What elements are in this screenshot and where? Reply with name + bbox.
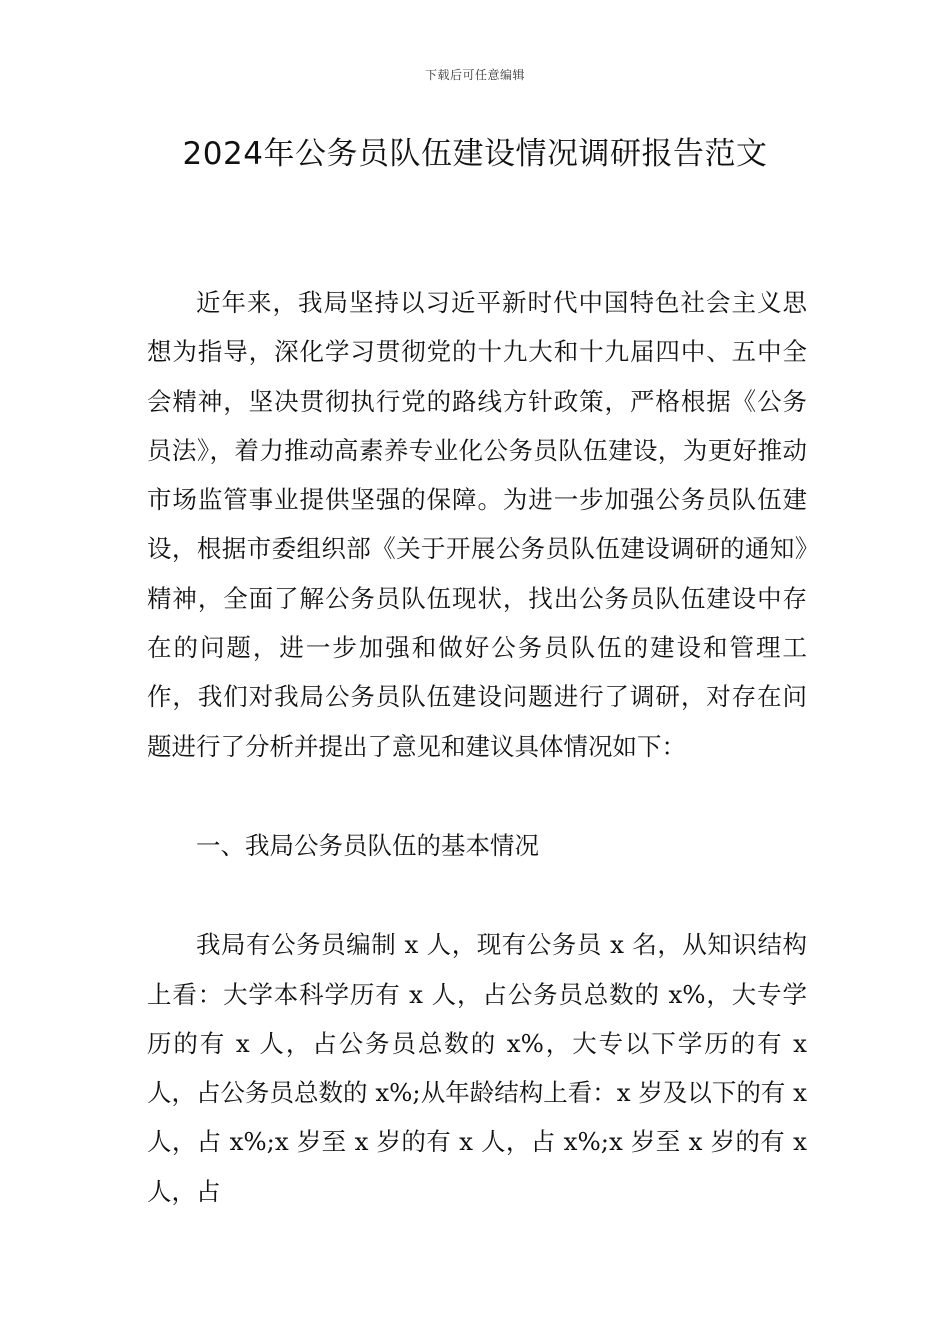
- document-body: [147, 278, 807, 1216]
- staffing-paragraph: 我局有公务员编制 x 人，现有公务员 x 名，从知识结构上看：大学本科学历有 x 人，占公务员总数的 x%，大专学历的有 x 人，占公务员总数的 x%，大专以下学历的有 x 人，占公务员总数的 x%;从年龄结构上看：x 岁及以下的有 x 人，占 x%;x 岁至 x 岁的有 x 人，占 x%;x 岁至 x 岁的有 x 人，占: [147, 930, 807, 1206]
- document-title: 2024年公务员队伍建设情况调研报告范文: [182, 136, 768, 172]
- paragraph-spacer: [147, 771, 807, 821]
- section-heading-basic-situation: 一、我局公务员队伍的基本情况: [196, 830, 539, 860]
- paragraph-spacer: [147, 870, 807, 920]
- header-note: 下载后可任意编辑: [424, 68, 525, 82]
- intro-paragraph: 近年来，我局坚持以习近平新时代中国特色社会主义思想为指导，深化学习贯彻党的十九大和十九届四中、五中全会精神，坚决贯彻执行党的路线方针政策，严格根据《公务员法》，着力推动高素养专业化公务员队伍建设，为更好推动市场监管事业提供坚强的保障。为进一步加强公务员队伍建设，根据市委组织部《关于开展公务员队伍建设调研的通知》精神，全面了解公务员队伍现状，找出公务员队伍建设中存在的问题，进一步加强和做好公务员队伍的建设和管理工作，我们对我局公务员队伍建设问题进行了调研，对存在问题进行了分析并提出了意见和建议具体情况如下：: [147, 288, 807, 761]
